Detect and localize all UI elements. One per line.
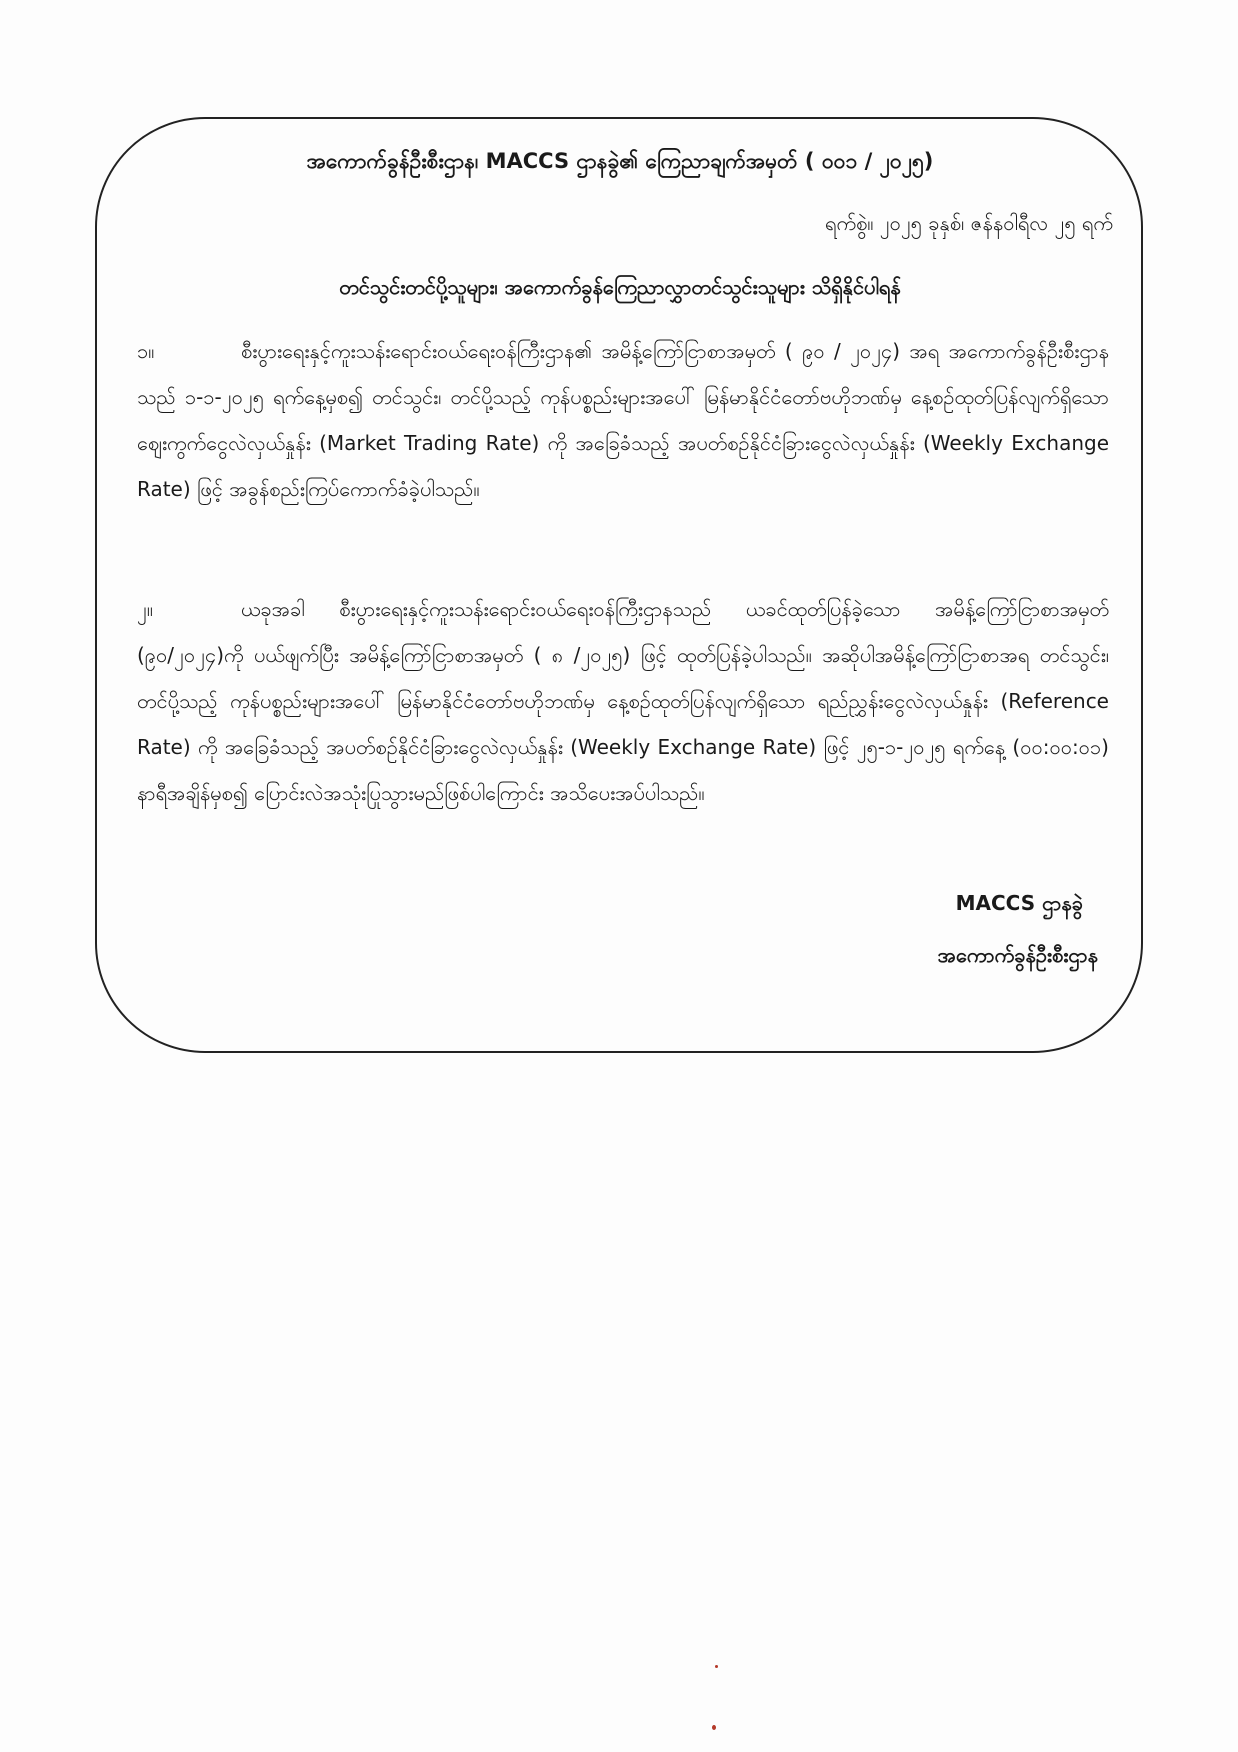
paragraph-1-number: ၁။: [137, 339, 155, 363]
signature-organization: အကောက်ခွန်ဦးစီးဌာန: [937, 943, 1098, 967]
paragraph-2-number: ၂။: [137, 597, 153, 621]
notice-date: ရက်စွဲ။ ၂၀၂၅ ခုနှစ်၊ ဇန်နဝါရီလ ၂၅ ရက်: [825, 211, 1113, 235]
signature-department: MACCS ဌာနခွဲ: [955, 891, 1083, 915]
scan-speck: [712, 1725, 716, 1730]
paragraph-2: [137, 586, 1109, 816]
notice-title: အကောက်ခွန်ဦးစီးဌာန၊ MACCS ဌာနခွဲ၏ ကြေညာချက်အမှတ် ( ၀၀၁ / ၂၀၂၅): [306, 149, 934, 173]
scan-speck: [715, 1665, 718, 1668]
notice-subject: တင်သွင်းတင်ပို့သူများ၊ အကောက်ခွန်ကြေညာလွှာတင်သွင်းသူများ သိရှိနိုင်ပါရန်: [339, 275, 901, 299]
paragraph-2-text: ယခုအခါ စီးပွားရေးနှင့်ကူးသန်းရောင်းဝယ်ရေးဝန်ကြီးဌာနသည် ယခင်ထုတ်ပြန်ခဲ့သော အမိန့်ကြော်ငြာစာအမှတ် (၉၀/၂၀၂၄)ကို ပယ်ဖျက်ပြီး အမိန့်ကြော်ငြာစာအမှတ် ( ၈ /၂၀၂၅) ဖြင့် ထုတ်ပြန်ခဲ့ပါသည်။ အဆိုပါအမိန့်ကြော်ငြာစာအရ တင်သွင်း၊ တင်ပို့သည့် ကုန်ပစ္စည်းများအပေါ် မြန်မာနိုင်ငံတော်ဗဟိုဘဏ်မှ နေ့စဉ်ထုတ်ပြန်လျက်ရှိသော ရည်ညွှန်းငွေလဲလှယ်နှုန်း (Reference Rate) ကို အခြေခံသည့် အပတ်စဉ်နိုင်ငံခြားငွေလဲလှယ်နှုန်း (Weekly Exchange Rate) ဖြင့် ၂၅-၁-၂၀၂၅ ရက်နေ့ (၀၀:၀၀:၀၁) နာရီအချိန်မှစ၍ ပြောင်းလဲအသုံးပြုသွားမည်ဖြစ်ပါကြောင်း အသိပေးအပ်ပါသည်။: [137, 597, 1109, 805]
paragraph-1-text: စီးပွားရေးနှင့်ကူးသန်းရောင်းဝယ်ရေးဝန်ကြီးဌာန၏ အမိန့်ကြော်ငြာစာအမှတ် ( ၉၀ / ၂၀၂၄) အရ အကောက်ခွန်ဦးစီးဌာနသည် ၁-၁-၂၀၂၅ ရက်နေ့မှစ၍ တင်သွင်း၊ တင်ပို့သည့် ကုန်ပစ္စည်းများအပေါ် မြန်မာနိုင်ငံတော်ဗဟိုဘဏ်မှ နေ့စဉ်ထုတ်ပြန်လျက်ရှိသော ဈေးကွက်ငွေလဲလှယ်နှုန်း (Market Trading Rate) ကို အခြေခံသည့် အပတ်စဉ်နိုင်ငံခြားငွေလဲလှယ်နှုန်း (Weekly Exchange Rate) ဖြင့် အခွန်စည်းကြပ်ကောက်ခံခဲ့ပါသည်။: [137, 339, 1109, 501]
paragraph-1: [137, 328, 1109, 512]
